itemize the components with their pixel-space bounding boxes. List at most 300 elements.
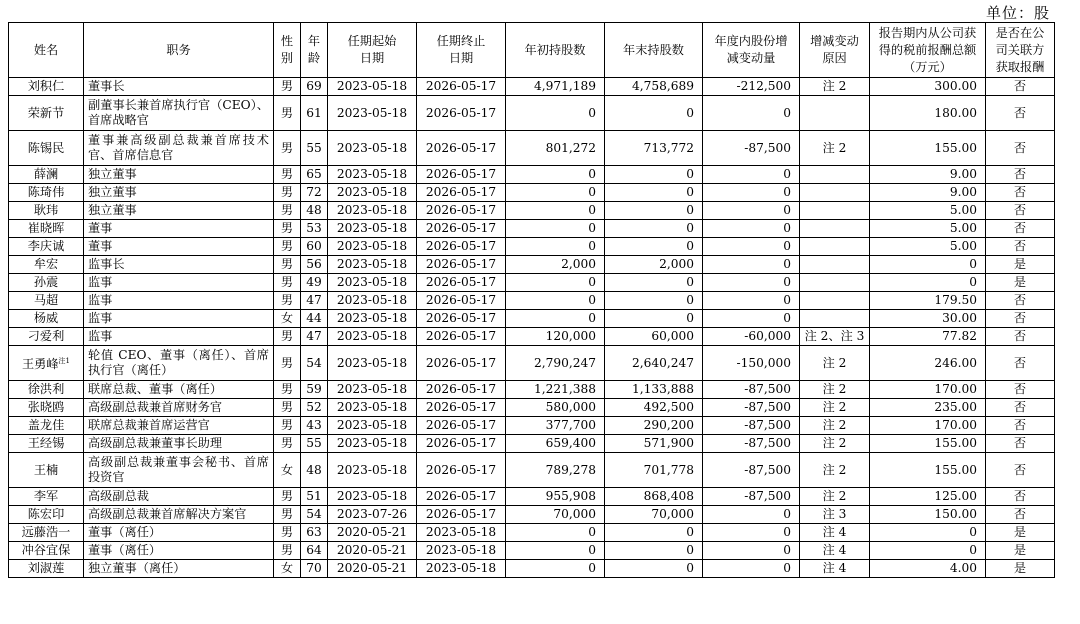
cell-name-text: 荣新节 [27, 105, 65, 120]
cell-change-text: -87,500 [744, 418, 791, 432]
cell-start-date-text: 2023-05-18 [336, 79, 408, 93]
cell-change [703, 417, 800, 435]
cell-change-text: -87,500 [744, 140, 791, 155]
cell-age-text: 48 [306, 462, 322, 477]
cell-reason [800, 292, 870, 310]
cell-start-date-text: 2023-05-18 [336, 489, 408, 503]
table-row [9, 560, 1055, 578]
cell-end-shares-text: 2,000 [659, 257, 694, 271]
cell-end-shares [605, 453, 703, 488]
cell-reason-text: 注 2、注 3 [804, 329, 865, 343]
cell-start-date-text: 2023-05-18 [336, 418, 408, 432]
cell-change-text: 0 [783, 561, 791, 575]
cell-age [301, 131, 328, 166]
cell-name [9, 560, 84, 578]
cell-title-text: 监事长 [88, 257, 125, 271]
cell-name-text: 冲谷宜保 [21, 543, 71, 557]
cell-reason [800, 310, 870, 328]
table-row [9, 524, 1055, 542]
cell-begin-shares-text: 377,700 [545, 418, 596, 432]
cell-pay-text: 170.00 [934, 418, 977, 432]
cell-end-shares-text: 713,772 [643, 140, 694, 155]
cell-name [9, 524, 84, 542]
cell-begin-shares [506, 310, 605, 328]
cell-related-text: 否 [1013, 489, 1027, 503]
cell-name [9, 399, 84, 417]
cell-title-text: 董事 [88, 239, 113, 253]
cell-start-date-text: 2023-05-18 [336, 400, 408, 414]
cell-start-date [328, 184, 417, 202]
cell-related-text: 否 [1013, 400, 1027, 414]
cell-age-text: 48 [306, 203, 322, 217]
cell-age [301, 310, 328, 328]
cell-reason-text: 注 4 [822, 525, 847, 539]
cell-end-shares [605, 238, 703, 256]
cell-gender-text: 男 [280, 140, 294, 155]
cell-end-date-text: 2026-05-17 [425, 239, 497, 253]
cell-change-text: 0 [783, 105, 791, 120]
cell-name [9, 488, 84, 506]
cell-change [703, 256, 800, 274]
cell-begin-shares [506, 202, 605, 220]
cell-name-text: 刘积仁 [27, 79, 65, 93]
cell-age [301, 453, 328, 488]
cell-start-date-text: 2023-07-26 [336, 507, 408, 521]
cell-related-text: 是 [1013, 275, 1027, 289]
cell-end-shares-text: 290,200 [643, 418, 694, 432]
cell-end-date-text: 2026-05-17 [425, 167, 497, 181]
cell-start-date [328, 560, 417, 578]
cell-name-text: 杨威 [33, 311, 59, 325]
cell-end-shares-text: 1,133,888 [631, 382, 694, 396]
cell-name [9, 184, 84, 202]
cell-gender [274, 166, 301, 184]
cell-end-shares [605, 542, 703, 560]
cell-title [84, 399, 274, 417]
cell-end-date [417, 506, 506, 524]
cell-age [301, 542, 328, 560]
cell-title [84, 184, 274, 202]
cell-end-date-text: 2026-05-17 [425, 355, 497, 370]
cell-age [301, 435, 328, 453]
cell-end-shares-text: 492,500 [643, 400, 694, 414]
cell-begin-shares [506, 274, 605, 292]
cell-title-text: 董事兼高级副总裁兼首席技术官、首席信息官 [88, 133, 269, 162]
cell-reason [800, 506, 870, 524]
cell-related [986, 96, 1055, 131]
cell-end-shares-text: 4,758,689 [631, 79, 694, 93]
cell-pay-text: 9.00 [949, 185, 977, 199]
cell-related [986, 274, 1055, 292]
cell-title [84, 166, 274, 184]
cell-pay [870, 524, 986, 542]
cell-change-text: 0 [783, 185, 791, 199]
table-row [9, 220, 1055, 238]
cell-reason [800, 488, 870, 506]
cell-related [986, 506, 1055, 524]
cell-begin-shares [506, 560, 605, 578]
cell-related-text: 否 [1013, 462, 1027, 477]
cell-reason [800, 524, 870, 542]
cell-gender-text: 男 [280, 275, 294, 289]
cell-end-date-text: 2023-05-18 [425, 543, 497, 557]
cell-end-date [417, 488, 506, 506]
cell-pay [870, 292, 986, 310]
cell-gender-text: 男 [280, 355, 294, 370]
cell-title [84, 542, 274, 560]
cell-related-text: 否 [1013, 355, 1027, 370]
table-row [9, 506, 1055, 524]
cell-end-date [417, 238, 506, 256]
cell-begin-shares [506, 524, 605, 542]
header-start: 任期起始日期 [328, 23, 417, 78]
cell-reason-text: 注 2 [822, 462, 847, 477]
cell-change-text: 0 [783, 293, 791, 307]
cell-end-shares [605, 256, 703, 274]
cell-gender-text: 男 [280, 203, 294, 217]
cell-related-text: 是 [1013, 525, 1027, 539]
cell-gender [274, 488, 301, 506]
cell-title [84, 417, 274, 435]
cell-age-text: 61 [306, 105, 322, 120]
cell-pay-text: 246.00 [934, 355, 977, 370]
cell-end-date-text: 2026-05-17 [425, 221, 497, 235]
cell-end-date-text: 2026-05-17 [425, 257, 497, 271]
cell-reason [800, 256, 870, 274]
cell-end-date [417, 96, 506, 131]
cell-related [986, 346, 1055, 381]
cell-name [9, 435, 84, 453]
cell-begin-shares-text: 0 [588, 543, 596, 557]
cell-start-date-text: 2023-05-18 [336, 203, 408, 217]
cell-start-date-text: 2023-05-18 [336, 436, 408, 450]
cell-related [986, 202, 1055, 220]
cell-reason [800, 184, 870, 202]
cell-reason [800, 166, 870, 184]
cell-name [9, 453, 84, 488]
cell-pay [870, 399, 986, 417]
cell-gender [274, 506, 301, 524]
cell-end-shares-text: 0 [686, 167, 694, 181]
cell-reason [800, 96, 870, 131]
cell-pay [870, 131, 986, 166]
cell-title-text: 高级副总裁 [88, 489, 149, 503]
cell-end-shares [605, 166, 703, 184]
cell-end-shares-text: 0 [686, 293, 694, 307]
cell-related-text: 否 [1013, 329, 1027, 343]
cell-age-text: 55 [306, 140, 322, 155]
cell-begin-shares-text: 0 [588, 561, 596, 575]
cell-start-date-text: 2023-05-18 [336, 239, 408, 253]
cell-pay-text: 155.00 [934, 140, 977, 155]
cell-start-date-text: 2023-05-18 [336, 257, 408, 271]
cell-start-date-text: 2023-05-18 [336, 221, 408, 235]
cell-end-shares [605, 435, 703, 453]
cell-gender [274, 346, 301, 381]
cell-start-date [328, 202, 417, 220]
cell-start-date [328, 346, 417, 381]
cell-gender-text: 男 [280, 239, 294, 253]
cell-reason [800, 202, 870, 220]
cell-start-date [328, 417, 417, 435]
cell-end-date [417, 417, 506, 435]
cell-end-shares-text: 868,408 [643, 489, 694, 503]
cell-reason [800, 560, 870, 578]
cell-change-text: -87,500 [744, 400, 791, 414]
cell-change-text: -150,000 [736, 355, 791, 370]
cell-gender [274, 96, 301, 131]
table-row [9, 292, 1055, 310]
cell-start-date [328, 220, 417, 238]
cell-name-text: 陈琦伟 [27, 185, 65, 199]
cell-reason [800, 381, 870, 399]
cell-age [301, 328, 328, 346]
cell-end-date-text: 2026-05-17 [425, 507, 497, 521]
cell-name-text: 张晓鸥 [27, 400, 65, 414]
cell-start-date [328, 292, 417, 310]
cell-gender [274, 78, 301, 96]
cell-begin-shares [506, 256, 605, 274]
cell-start-date [328, 274, 417, 292]
cell-begin-shares [506, 78, 605, 96]
cell-end-date [417, 131, 506, 166]
cell-age [301, 78, 328, 96]
cell-age-text: 53 [306, 221, 322, 235]
cell-change [703, 131, 800, 166]
cell-name-text: 崔晓晖 [27, 221, 65, 235]
cell-begin-shares-text: 0 [588, 311, 596, 325]
cell-begin-shares-text: 580,000 [545, 400, 596, 414]
cell-change [703, 78, 800, 96]
cell-gender [274, 131, 301, 166]
cell-change-text: 0 [783, 311, 791, 325]
cell-end-shares-text: 0 [686, 105, 694, 120]
cell-start-date [328, 453, 417, 488]
cell-gender [274, 560, 301, 578]
cell-age [301, 202, 328, 220]
cell-age [301, 417, 328, 435]
table-row [9, 238, 1055, 256]
cell-start-date-text: 2020-05-21 [336, 543, 408, 557]
cell-name-text: 牟宏 [33, 257, 59, 271]
header-begin-shares: 年初持股数 [506, 23, 605, 78]
cell-pay [870, 328, 986, 346]
cell-pay [870, 453, 986, 488]
cell-name [9, 328, 84, 346]
cell-gender-text: 男 [280, 418, 294, 432]
cell-related-text: 否 [1013, 239, 1027, 253]
cell-pay [870, 274, 986, 292]
cell-start-date-text: 2020-05-21 [336, 561, 408, 575]
cell-begin-shares [506, 328, 605, 346]
cell-title-text: 独立董事 [88, 185, 137, 199]
cell-gender [274, 524, 301, 542]
cell-title [84, 310, 274, 328]
cell-change-text: -87,500 [744, 436, 791, 450]
cell-begin-shares-text: 0 [588, 293, 596, 307]
cell-pay-text: 30.00 [942, 311, 977, 325]
executive-shareholding-table [8, 22, 1055, 578]
cell-age-text: 52 [306, 400, 322, 414]
cell-related-text: 否 [1013, 507, 1027, 521]
cell-start-date-text: 2023-05-18 [336, 355, 408, 370]
cell-end-shares [605, 131, 703, 166]
cell-begin-shares-text: 0 [588, 105, 596, 120]
cell-name [9, 542, 84, 560]
cell-begin-shares [506, 381, 605, 399]
cell-change [703, 542, 800, 560]
cell-end-date-text: 2026-05-17 [425, 275, 497, 289]
cell-reason-text: 注 2 [822, 79, 847, 93]
cell-end-shares [605, 78, 703, 96]
cell-start-date [328, 96, 417, 131]
cell-end-shares-text: 0 [686, 239, 694, 253]
cell-title-text: 董事 [88, 221, 113, 235]
cell-name-text: 王勇峰 [21, 357, 59, 371]
cell-title [84, 131, 274, 166]
cell-pay-text: 180.00 [934, 105, 977, 120]
cell-change [703, 435, 800, 453]
cell-related [986, 184, 1055, 202]
cell-gender [274, 256, 301, 274]
table-row [9, 453, 1055, 488]
cell-age [301, 184, 328, 202]
cell-begin-shares [506, 131, 605, 166]
cell-end-date [417, 184, 506, 202]
cell-related [986, 560, 1055, 578]
cell-age-text: 47 [306, 329, 322, 343]
cell-end-date [417, 399, 506, 417]
cell-end-shares-text: 0 [686, 543, 694, 557]
cell-start-date-text: 2023-05-18 [336, 140, 408, 155]
unit-label: 单位：股 [985, 4, 1050, 22]
cell-pay [870, 506, 986, 524]
cell-end-shares [605, 310, 703, 328]
cell-pay [870, 166, 986, 184]
cell-begin-shares [506, 506, 605, 524]
cell-change-text: -87,500 [744, 382, 791, 396]
cell-title-text: 监事 [88, 311, 113, 325]
cell-change [703, 238, 800, 256]
cell-end-date-text: 2026-05-17 [425, 418, 497, 432]
cell-reason [800, 220, 870, 238]
cell-change-text: -212,500 [736, 79, 791, 93]
cell-gender [274, 381, 301, 399]
cell-end-shares [605, 202, 703, 220]
cell-begin-shares-text: 0 [588, 203, 596, 217]
cell-pay-text: 0 [969, 525, 977, 539]
cell-end-date [417, 202, 506, 220]
table-row [9, 131, 1055, 166]
cell-begin-shares [506, 346, 605, 381]
cell-end-date [417, 220, 506, 238]
cell-change [703, 399, 800, 417]
cell-reason-text: 注 2 [822, 140, 847, 155]
header-title: 职务 [84, 23, 274, 78]
cell-title [84, 292, 274, 310]
cell-end-shares [605, 274, 703, 292]
cell-reason [800, 346, 870, 381]
cell-end-shares [605, 399, 703, 417]
cell-begin-shares [506, 417, 605, 435]
cell-end-date-text: 2026-05-17 [425, 79, 497, 93]
cell-related [986, 435, 1055, 453]
header-age: 年龄 [301, 23, 328, 78]
cell-age-text: 65 [306, 167, 322, 181]
cell-start-date [328, 78, 417, 96]
cell-end-shares [605, 328, 703, 346]
cell-end-date [417, 292, 506, 310]
header-change: 年度内股份增减变动量 [703, 23, 800, 78]
cell-related-text: 是 [1013, 561, 1027, 575]
cell-change [703, 274, 800, 292]
cell-related-text: 否 [1013, 185, 1027, 199]
cell-change-text: -87,500 [744, 489, 791, 503]
cell-age-text: 43 [306, 418, 322, 432]
cell-name-text: 陈宏印 [27, 507, 65, 521]
cell-gender [274, 310, 301, 328]
cell-start-date-text: 2023-05-18 [336, 185, 408, 199]
cell-end-date [417, 166, 506, 184]
cell-start-date-text: 2023-05-18 [336, 275, 408, 289]
cell-change [703, 453, 800, 488]
cell-pay-text: 300.00 [934, 79, 977, 93]
cell-reason-text: 注 2 [822, 418, 847, 432]
cell-pay [870, 488, 986, 506]
cell-end-date-text: 2026-05-17 [425, 489, 497, 503]
cell-begin-shares-text: 0 [588, 275, 596, 289]
cell-name [9, 256, 84, 274]
cell-pay-text: 5.00 [949, 221, 977, 235]
cell-end-shares [605, 220, 703, 238]
cell-title-text: 独立董事（离任） [88, 561, 186, 575]
cell-gender [274, 542, 301, 560]
cell-name [9, 292, 84, 310]
table-row [9, 78, 1055, 96]
cell-end-date [417, 310, 506, 328]
cell-change-text: 0 [783, 543, 791, 557]
cell-age-text: 64 [306, 543, 322, 557]
cell-age [301, 292, 328, 310]
table-row [9, 184, 1055, 202]
cell-gender-text: 男 [280, 185, 294, 199]
cell-age [301, 238, 328, 256]
cell-begin-shares-text: 4,971,189 [533, 79, 596, 93]
cell-end-shares-text: 2,640,247 [631, 355, 694, 370]
cell-end-date-text: 2026-05-17 [425, 293, 497, 307]
cell-title-text: 独立董事 [88, 167, 137, 181]
cell-name-text: 刁爱利 [27, 329, 65, 343]
cell-change [703, 328, 800, 346]
cell-title-text: 监事 [88, 275, 113, 289]
name-footnote: 注1 [58, 357, 71, 365]
cell-related-text: 是 [1013, 257, 1027, 271]
cell-age-text: 54 [306, 507, 322, 521]
cell-gender [274, 202, 301, 220]
cell-pay-text: 4.00 [949, 561, 977, 575]
cell-age [301, 560, 328, 578]
cell-begin-shares-text: 2,790,247 [533, 355, 596, 370]
cell-age [301, 506, 328, 524]
cell-end-date-text: 2026-05-17 [425, 436, 497, 450]
cell-begin-shares-text: 0 [588, 167, 596, 181]
cell-name-text: 孙震 [33, 275, 59, 289]
table-row [9, 435, 1055, 453]
cell-age-text: 47 [306, 293, 322, 307]
cell-gender-text: 男 [280, 221, 294, 235]
cell-start-date [328, 381, 417, 399]
cell-end-shares-text: 0 [686, 275, 694, 289]
